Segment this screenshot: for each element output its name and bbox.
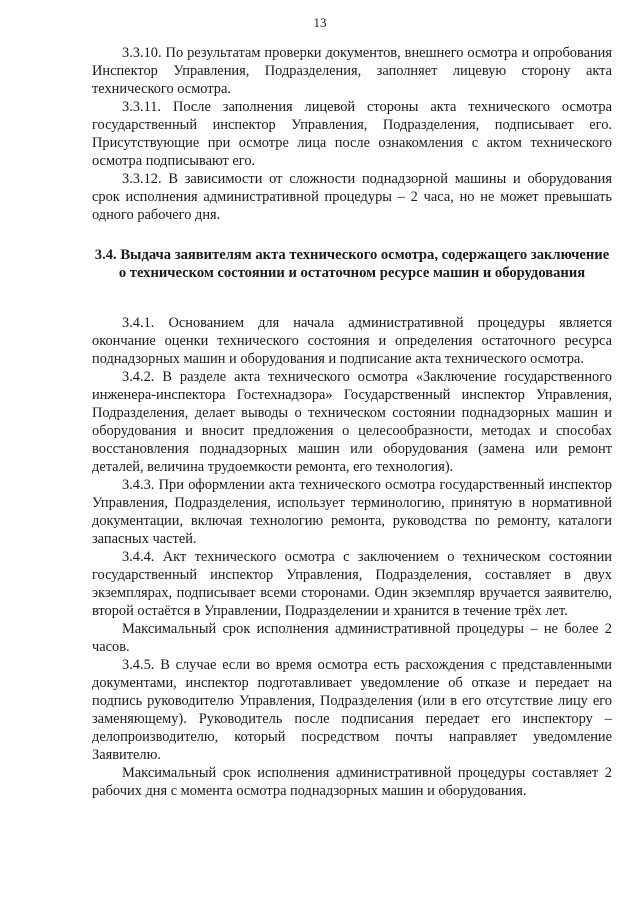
paragraph-3-4-1: 3.4.1. Основанием для начала административной процедуры является окончание оценки технического состояния и определения остаточного ресурса поднадзорных машин и оборудования и подписание акта технического осмотра. — [92, 315, 612, 367]
paragraph-3-4-5: 3.4.5. В случае если во время осмотра есть расхождения с представленными документами, инспектор подготавливает уведомление об отказе и передает на подпись руководителю Управления, Подразделения (или в его отсутствие лицу его заменяющему). Руководитель после подписания передает его инспектору – делопроизводителю, который посредством почты направляет уведомление Заявителю. — [92, 657, 612, 763]
paragraph-3-3-12: 3.3.12. В зависимости от сложности поднадзорной машины и оборудования срок исполнения административной процедуры – 2 часа, но не может превышать одного рабочего дня. — [92, 171, 612, 223]
paragraph-3-3-11: 3.3.11. После заполнения лицевой стороны акта технического осмотра государственный инспектор Управления, Подразделения, подписывает его. Присутствующие при осмотре лица после ознакомления с актом технического осмотра подписывают его. — [92, 99, 612, 169]
paragraph-3-4-3: 3.4.3. При оформлении акта технического осмотра государственный инспектор Управления, Подразделения, использует терминологию, принятую в нормативной документации, включая технологию ремонта, руководства по ремонту, каталоги запасных частей. — [92, 477, 612, 547]
paragraph-max-term-1: Максимальный срок исполнения административной процедуры – не более 2 часов. — [92, 621, 612, 655]
paragraph-3-4-2: 3.4.2. В разделе акта технического осмотра «Заключение государственного инженера-инспектора Гостехнадзора» Государственный инспектор Управления, Подразделения, делает выводы о техническом состоянии поднадзорных машин и оборудования и вносит предложения о целесообразности, методах и способах восстановления поднадзорных машин или оборудования (замена или ремонт деталей, величина трудоемкости ремонта, его технология). — [92, 369, 612, 475]
paragraph-max-term-2: Максимальный срок исполнения административной процедуры составляет 2 рабочих дня с момента осмотра поднадзорных машин и оборудования. — [92, 765, 612, 799]
section-3-3-paragraphs — [92, 44, 612, 224]
section-3-4-paragraphs — [92, 314, 612, 800]
page-number: 13 — [313, 15, 327, 30]
paragraph-3-4-4: 3.4.4. Акт технического осмотра с заключением о техническом состоянии государственный инспектор Управления, Подразделения, составляет в двух экземплярах, подписывает всеми сторонами. Один экземпляр вручается заявителю, второй остаётся в Управлении, Подразделении и хранится в течение трёх лет. — [92, 549, 612, 619]
paragraph-3-3-10: 3.3.10. По результатам проверки документов, внешнего осмотра и опробования Инспектор Управления, Подразделения, заполняет лицевую сторону акта технического осмотра. — [92, 45, 612, 97]
section-heading-3-4: 3.4. Выдача заявителям акта технического осмотра, содержащего заключение о техническом состоянии и остаточном ресурсе машин и оборудования — [94, 247, 610, 281]
